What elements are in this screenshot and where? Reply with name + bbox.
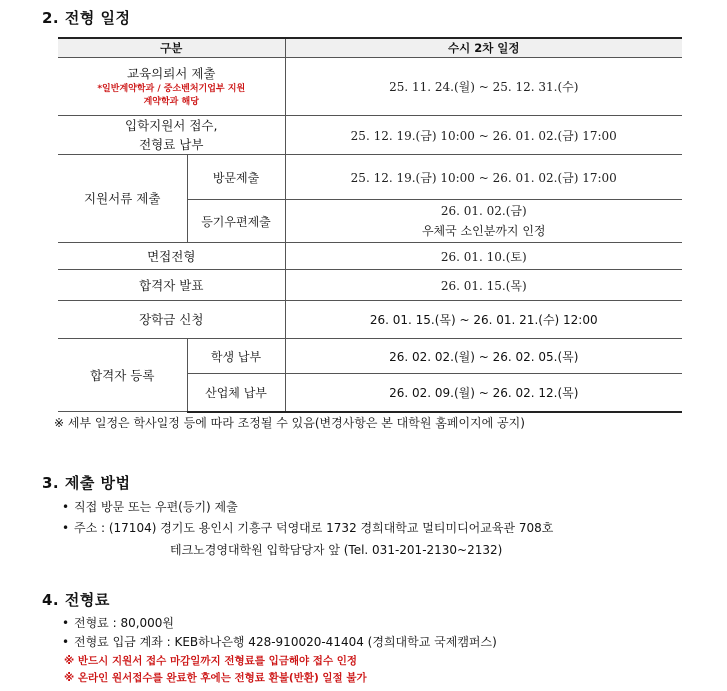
row-label bbox=[58, 58, 285, 116]
table-row bbox=[58, 58, 682, 116]
row-date bbox=[285, 200, 682, 243]
section-3-title: 3. 제출 방법 bbox=[42, 474, 131, 492]
list-item bbox=[62, 498, 238, 515]
bullet: • bbox=[62, 500, 70, 514]
list-item-text: 전형료 입금 계좌 : KEB하나은행 428-910020-41404 (경희대학교 국제캠퍼스) bbox=[74, 635, 497, 649]
row-sublabel: 학생 납부 bbox=[187, 339, 285, 374]
row-note: *일반계약학과 / 중소벤처기업부 지원 bbox=[97, 84, 246, 94]
row-label: 면접전형 bbox=[58, 243, 285, 270]
list-item-text: 직접 방문 또는 우편(등기) 제출 bbox=[74, 500, 238, 514]
row-label: 장학금 신청 bbox=[58, 301, 285, 339]
row-label-text: 입학지원서 접수, bbox=[125, 118, 218, 133]
table-row bbox=[58, 301, 682, 339]
row-date: 26. 01. 15.(목) ~ 26. 01. 21.(수) 12:00 bbox=[285, 301, 682, 339]
address-continuation: 테크노경영대학원 입학담당자 앞 (Tel. 031-201-2130~2132) bbox=[170, 543, 503, 557]
row-date-line: 26. 01. 02.(금) bbox=[440, 204, 527, 218]
table-row bbox=[58, 116, 682, 155]
row-label-text: 교육의뢰서 제출 bbox=[127, 66, 216, 81]
list-item bbox=[62, 633, 497, 650]
section-4-title: 4. 전형료 bbox=[42, 591, 110, 609]
row-label-text: 전형료 납부 bbox=[139, 137, 204, 152]
row-sublabel: 방문제출 bbox=[187, 155, 285, 200]
bullet: • bbox=[62, 635, 70, 649]
row-label bbox=[58, 116, 285, 155]
header-category: 구분 bbox=[58, 38, 285, 58]
row-date: 26. 02. 09.(월) ~ 26. 02. 12.(목) bbox=[285, 374, 682, 412]
table-row bbox=[58, 270, 682, 301]
list-item-text: 전형료 : 80,000원 bbox=[74, 616, 175, 630]
schedule-note: ※ 세부 일정은 학사일정 등에 따라 조정될 수 있음(변경사항은 본 대학원 홈페이지에 공지) bbox=[54, 416, 525, 430]
table-row bbox=[58, 155, 682, 200]
row-label: 합격자 발표 bbox=[58, 270, 285, 301]
row-label: 지원서류 제출 bbox=[58, 155, 187, 243]
row-date: 25. 12. 19.(금) 10:00 ~ 26. 01. 02.(금) 17:00 bbox=[285, 116, 682, 155]
row-sublabel: 등기우편제출 bbox=[187, 200, 285, 243]
table-row bbox=[58, 339, 682, 374]
row-date: 25. 11. 24.(월) ~ 25. 12. 31.(수) bbox=[285, 58, 682, 116]
row-sublabel: 산업체 납부 bbox=[187, 374, 285, 412]
bullet: • bbox=[62, 616, 70, 630]
row-note: 계약학과 해당 bbox=[143, 97, 199, 107]
warning-text: ※ 반드시 지원서 접수 마감일까지 전형료를 입금해야 접수 인정 bbox=[64, 655, 358, 667]
table-header-row bbox=[58, 38, 682, 58]
row-date: 26. 01. 10.(토) bbox=[285, 243, 682, 270]
row-date-note: 우체국 소인분까지 인정 bbox=[421, 224, 546, 238]
row-date: 25. 12. 19.(금) 10:00 ~ 26. 01. 02.(금) 17:00 bbox=[285, 155, 682, 200]
row-date: 26. 01. 15.(목) bbox=[285, 270, 682, 301]
list-item bbox=[62, 519, 553, 536]
list-item bbox=[62, 614, 174, 631]
section-2-title: 2. 전형 일정 bbox=[42, 9, 131, 27]
schedule-table bbox=[58, 37, 682, 413]
bullet: • bbox=[62, 521, 70, 535]
row-label: 합격자 등록 bbox=[58, 339, 187, 412]
table-row bbox=[58, 243, 682, 270]
row-date: 26. 02. 02.(월) ~ 26. 02. 05.(목) bbox=[285, 339, 682, 374]
warning-text: ※ 온라인 원서접수를 완료한 후에는 전형료 환불(반환) 일절 불가 bbox=[64, 672, 367, 684]
header-schedule: 수시 2차 일정 bbox=[285, 38, 682, 58]
list-item-text: 주소 : (17104) 경기도 용인시 기흥구 덕영대로 1732 경희대학교 멀티미디어교육관 708호 bbox=[74, 521, 554, 535]
